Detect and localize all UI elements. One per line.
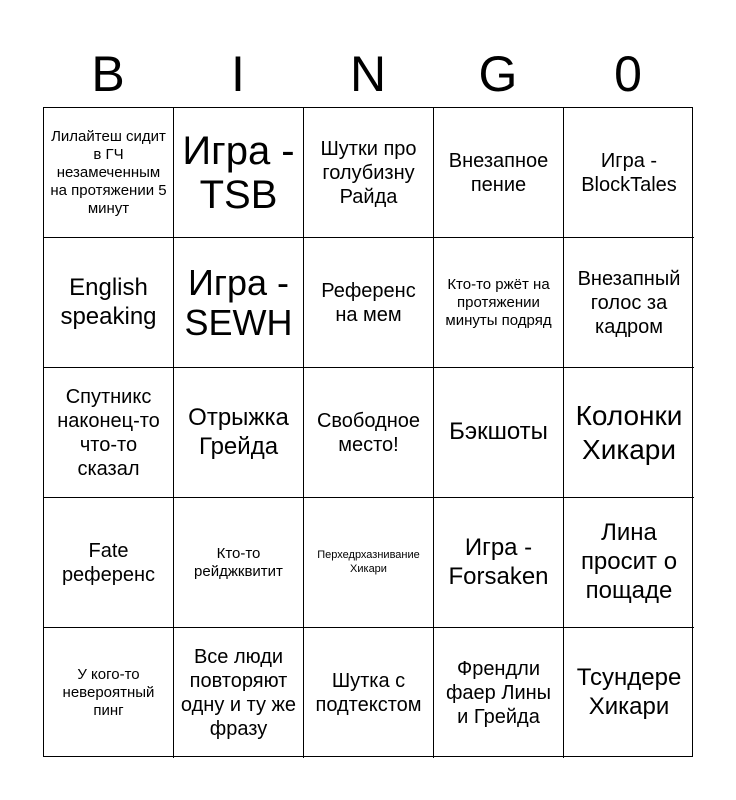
- bingo-cell-r2-c3[interactable]: Референс на мем: [304, 238, 434, 368]
- bingo-cell-r3-c2[interactable]: Отрыжка Грейда: [174, 368, 304, 498]
- bingo-cell-r4-c1[interactable]: Fate референс: [44, 498, 174, 628]
- header-letter-n: N: [349, 46, 387, 102]
- bingo-cell-r2-c2[interactable]: Игра - SEWH: [174, 238, 304, 368]
- bingo-cell-r5-c4[interactable]: Френдли фаер Лины и Грейда: [434, 628, 564, 758]
- bingo-cell-r5-c1[interactable]: У кого-то невероятный пинг: [44, 628, 174, 758]
- bingo-cell-r3-c5[interactable]: Колонки Хикари: [564, 368, 694, 498]
- header-letter-g: G: [478, 46, 518, 102]
- bingo-cell-r1-c5[interactable]: Игра - BlockTales: [564, 108, 694, 238]
- bingo-cell-r3-c3[interactable]: Свободное место!: [304, 368, 434, 498]
- bingo-cell-r1-c4[interactable]: Внезапное пение: [434, 108, 564, 238]
- bingo-cell-r4-c4[interactable]: Игра - Forsaken: [434, 498, 564, 628]
- bingo-cell-r5-c5[interactable]: Тсундере Хикари: [576, 664, 682, 720]
- bingo-cell-r4-c2[interactable]: Кто-то рейджквитит: [174, 498, 304, 628]
- bingo-cell-r2-c5[interactable]: Внезапный голос за кадром: [564, 238, 694, 368]
- bingo-grid: [43, 107, 693, 757]
- header-letter-b: B: [91, 46, 125, 102]
- bingo-cell-r1-c3[interactable]: Шутки про голубизну Райда: [304, 108, 434, 238]
- bingo-cell-r1-c1[interactable]: Лилайтеш сидит в ГЧ незамеченным на протяжении 5 минут: [44, 108, 174, 238]
- bingo-cell-r2-c1[interactable]: English speaking: [44, 238, 174, 368]
- bingo-header: [43, 40, 693, 108]
- bingo-cell-r3-c4[interactable]: Бэкшоты: [434, 368, 564, 498]
- bingo-cell-r2-c4[interactable]: Кто-то ржёт на протяжении минуты подряд: [434, 238, 564, 368]
- bingo-cell-r1-c2[interactable]: Игра - TSB: [174, 108, 304, 238]
- bingo-cell-r5-c2[interactable]: Все люди повторяют одну и ту же фразу: [174, 628, 304, 758]
- bingo-cell-r3-c1[interactable]: Спутникс наконец-то что-то сказал: [44, 368, 174, 498]
- bingo-cell-r5-c3[interactable]: Шутка с подтекстом: [304, 628, 434, 758]
- header-letter-o: 0: [614, 46, 642, 102]
- header-letter-i: I: [231, 46, 245, 102]
- bingo-cell-r4-c3[interactable]: Перхедрхазнивание Хикари: [304, 498, 434, 628]
- bingo-cell-r4-c5[interactable]: Лина просит о пощаде: [564, 498, 694, 628]
